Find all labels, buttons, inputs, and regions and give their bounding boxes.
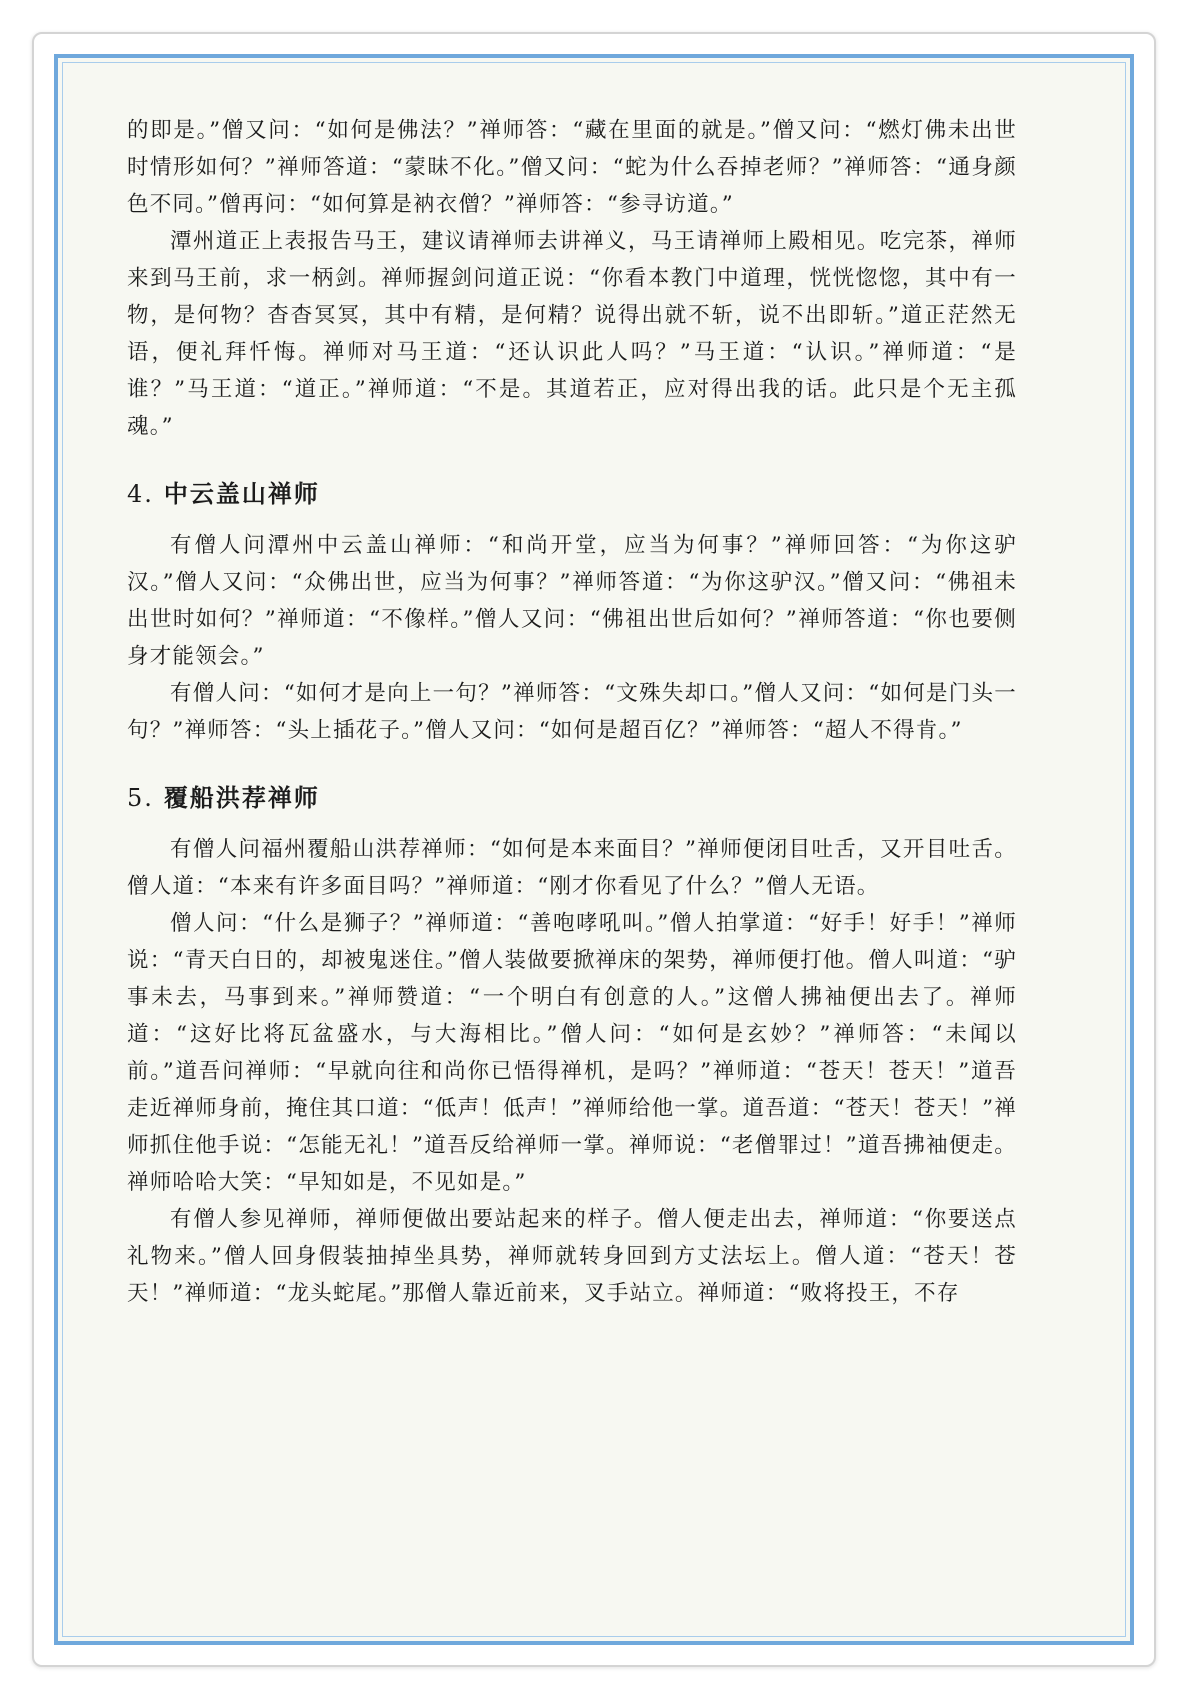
section-number: 5. — [127, 784, 154, 812]
section-number: 4. — [127, 480, 154, 508]
section-heading-5 — [127, 779, 1017, 817]
section-heading-4 — [127, 475, 1017, 513]
section-title: 覆船洪荐禅师 — [163, 783, 320, 812]
paragraph: 有僧人问潭州中云盖山禅师：“和尚开堂，应当为何事？”禅师回答：“为你这驴汉。”僧人又问：“众佛出世，应当为何事？”禅师答道：“为你这驴汉。”僧又问：“佛祖未出世时如何？”禅师道：“不像样。”僧人又问：“佛祖出世后如何？”禅师答道：“你也要侧身才能领会。” — [127, 533, 1017, 669]
paragraph: 的即是。”僧又问：“如何是佛法？”禅师答：“藏在里面的就是。”僧又问：“燃灯佛未出世时情形如何？”禅师答道：“蒙昧不化。”僧又问：“蛇为什么吞掉老师？”禅师答：“通身颜色不同。”僧再问：“如何算是衲衣僧？”禅师答：“参寻访道。” — [127, 118, 1017, 217]
paragraph: 潭州道正上表报告马王，建议请禅师去讲禅义，马王请禅师上殿相见。吃完茶，禅师来到马王前，求一柄剑。禅师握剑问道正说：“你看本教门中道理，恍恍惚惚，其中有一物，是何物？杳杳冥冥，其中有精，是何精？说得出就不斩，说不出即斩。”道正茫然无语，便礼拜忏悔。禅师对马王道：“还认识此人吗？”马王道：“认识。”禅师道：“是谁？”马王道：“道正。”禅师道：“不是。其道若正，应对得出我的话。此只是个无主孤魂。” — [127, 229, 1017, 439]
document-body — [127, 112, 1017, 1312]
paragraph: 有僧人问福州覆船山洪荐禅师：“如何是本来面目？”禅师便闭目吐舌，又开目吐舌。僧人道：“本来有许多面目吗？”禅师道：“刚才你看见了什么？”僧人无语。 — [127, 837, 1017, 899]
paragraph: 有僧人问：“如何才是向上一句？”禅师答：“文殊失却口。”僧人又问：“如何是门头一句？”禅师答：“头上插花子。”僧人又问：“如何是超百亿？”禅师答：“超人不得肯。” — [127, 681, 1017, 743]
paragraph: 僧人问：“什么是狮子？”禅师道：“善咆哮吼叫。”僧人拍掌道：“好手！好手！”禅师说：“青天白日的，却被鬼迷住。”僧人装做要掀禅床的架势，禅师便打他。僧人叫道：“驴事未去，马事到来。”禅师赞道：“一个明白有创意的人。”这僧人拂袖便出去了。禅师道：“这好比将瓦盆盛水，与大海相比。”僧人问：“如何是玄妙？”禅师答：“未闻以前。”道吾问禅师：“早就向往和尚你已悟得禅机，是吗？”禅师道：“苍天！苍天！”道吾走近禅师身前，掩住其口道：“低声！低声！”禅师给他一掌。道吾道：“苍天！苍天！”禅师抓住他手说：“怎能无礼！”道吾反给禅师一掌。禅师说：“老僧罪过！”道吾拂袖便走。禅师哈哈大笑：“早知如是，不见如是。” — [127, 911, 1017, 1195]
section-title: 中云盖山禅师 — [163, 479, 320, 508]
paragraph: 有僧人参见禅师，禅师便做出要站起来的样子。僧人便走出去，禅师道：“你要送点礼物来。”僧人回身假装抽掉坐具势，禅师就转身回到方丈法坛上。僧人道：“苍天！苍天！”禅师道：“龙头蛇尾。”那僧人靠近前来，叉手站立。禅师道：“败将投王，不存 — [127, 1207, 1017, 1306]
